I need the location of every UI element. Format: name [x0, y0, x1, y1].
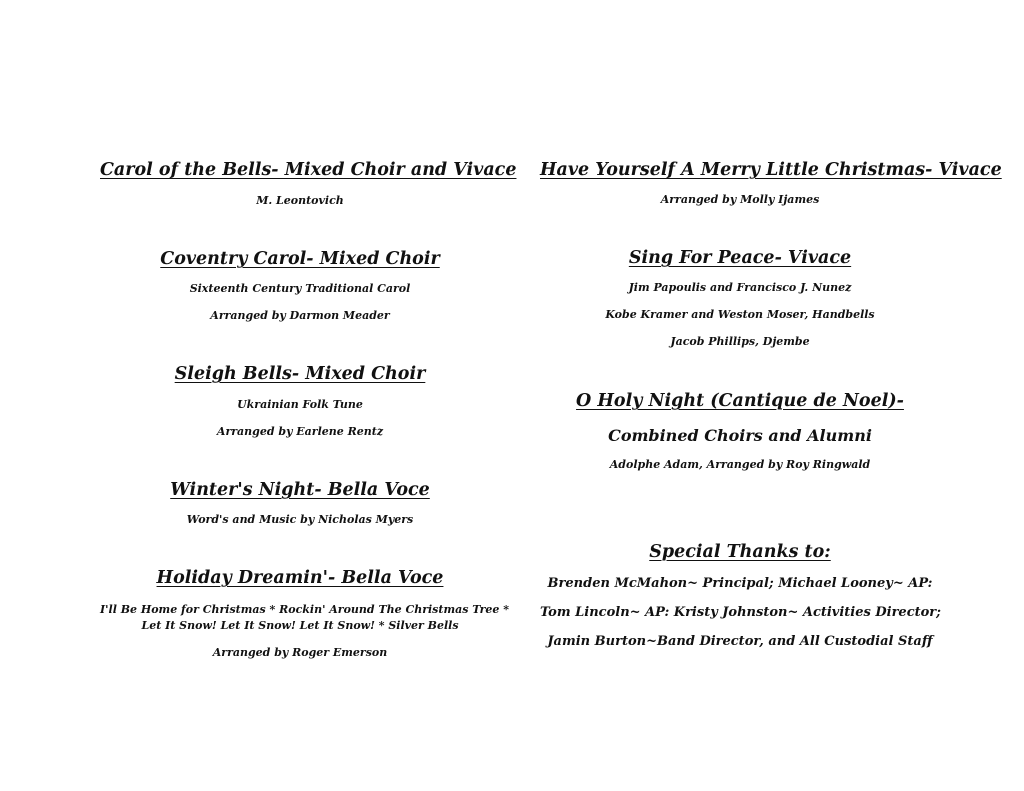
sing-for-peace-handbells: Kobe Kramer and Weston Moser, Handbells — [605, 308, 875, 321]
winters-night-title: Winter's Night- Bella Voce — [170, 480, 430, 500]
coventry-carol-title: Coventry Carol- Mixed Choir — [160, 249, 440, 269]
coventry-carol-origin: Sixteenth Century Traditional Carol — [189, 282, 411, 295]
holiday-dreamin-songs-line2: Let It Snow! Let It Snow! Let It Snow! * Silver Bells — [141, 619, 459, 632]
holiday-dreamin-title: Holiday Dreamin'- Bella Voce — [156, 568, 444, 588]
special-thanks-line2: Tom Lincoln~ AP: Kristy Johnston~ Activities Director; — [540, 605, 941, 620]
winters-night-credit: Word's and Music by Nicholas Myers — [186, 513, 414, 526]
carol-of-the-bells-composer: M. Leontovich — [256, 194, 344, 207]
o-holy-night-performers: Combined Choirs and Alumni — [608, 426, 872, 445]
sing-for-peace-composers: Jim Papoulis and Francisco J. Nunez — [628, 281, 852, 294]
coventry-carol-arranger: Arranged by Darmon Meader — [210, 309, 390, 322]
sleigh-bells-title: Sleigh Bells- Mixed Choir — [174, 364, 426, 384]
holiday-dreamin-arranger: Arranged by Roger Emerson — [212, 646, 388, 659]
sing-for-peace-djembe: Jacob Phillips, Djembe — [670, 335, 810, 348]
o-holy-night-title: O Holy Night (Cantique de Noel)- — [576, 391, 904, 411]
holiday-dreamin-songs-line1: I'll Be Home for Christmas * Rockin' Around The Christmas Tree * — [100, 603, 510, 616]
merry-little-christmas-arranger: Arranged by Molly Ijames — [660, 193, 820, 206]
o-holy-night-credit: Adolphe Adam, Arranged by Roy Ringwald — [609, 458, 871, 471]
sing-for-peace-title: Sing For Peace- Vivace — [628, 248, 852, 268]
special-thanks-title: Special Thanks to: — [649, 542, 831, 562]
carol-of-the-bells-title: Carol of the Bells- Mixed Choir and Vivace — [100, 160, 517, 180]
special-thanks-line3: Jamin Burton~Band Director, and All Custodial Staff — [547, 634, 933, 649]
merry-little-christmas-title: Have Yourself A Merry Little Christmas- Vivace — [540, 160, 1002, 180]
special-thanks-line1: Brenden McMahon~ Principal; Michael Looney~ AP: — [547, 576, 933, 591]
sleigh-bells-arranger: Arranged by Earlene Rentz — [216, 425, 384, 438]
sleigh-bells-origin: Ukrainian Folk Tune — [237, 398, 363, 411]
